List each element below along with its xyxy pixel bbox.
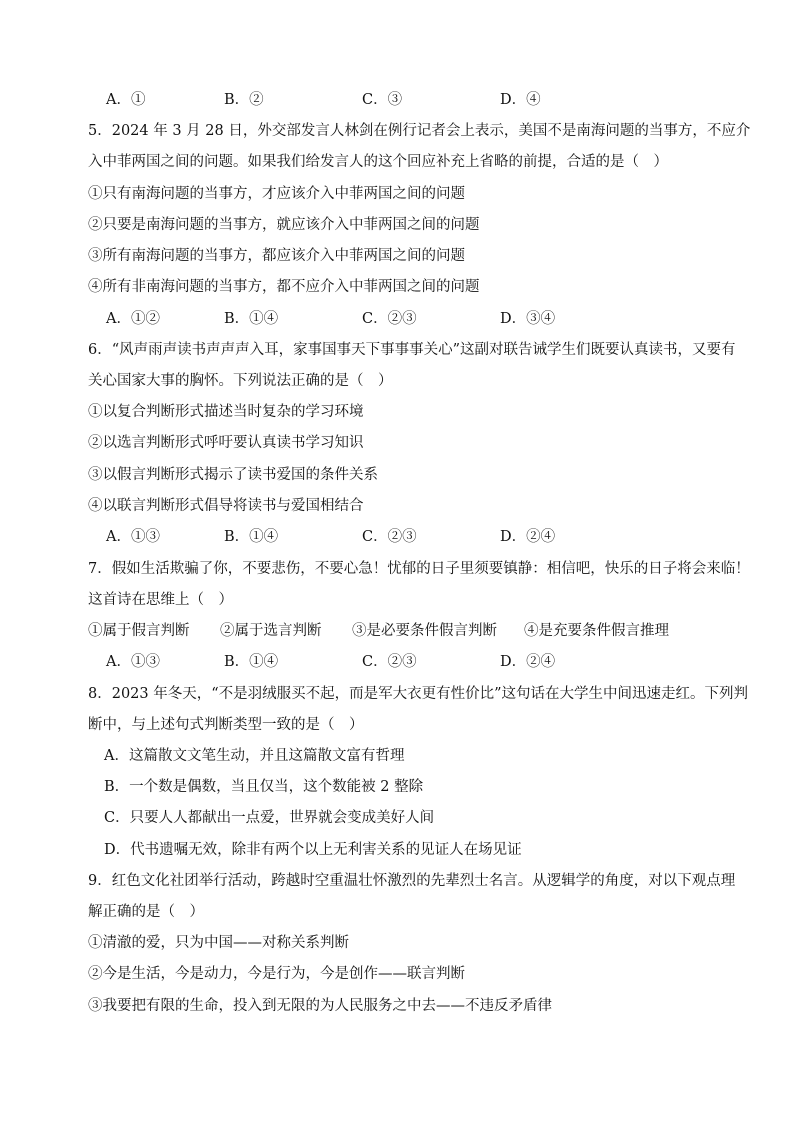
q7-stem-line2: 这首诗在思维上（ ） xyxy=(88,592,233,608)
q5-item-4: ④所有非南海问题的当事方，都不应介入中菲两国之间的问题 xyxy=(88,279,480,295)
q8-choice-c: C．只要人人都献出一点爱，世界就会变成美好人间 xyxy=(104,810,435,826)
q5-item-1: ①只有南海问题的当事方，才应该介入中菲两国之间的问题 xyxy=(88,186,465,202)
q7-options xyxy=(106,652,666,672)
q6-stem-line1: 6．“风声雨声读书声声声入耳，家事国事天下事事事关心”这副对联告诫学生们既要认真读书，又要有 xyxy=(88,342,736,358)
q8-choice-d: D．代书遗嘱无效，除非有两个以上无利害关系的见证人在场见证 xyxy=(104,842,522,858)
q7-item-4: ④是充要条件假言推理 xyxy=(524,623,669,639)
q7-item-3: ③是必要条件假言判断 xyxy=(352,623,497,639)
q7-item-2: ②属于选言判断 xyxy=(220,623,322,639)
q5-stem-line1: 5．2024 年 3 月 28 日，外交部发言人林剑在例行记者会上表示，美国不是南海问题的当事方，不应介 xyxy=(88,123,751,139)
q6-item-3: ③以假言判断形式揭示了读书爱国的条件关系 xyxy=(88,467,378,483)
q5-item-3: ③所有南海问题的当事方，都应该介入中菲两国之间的问题 xyxy=(88,248,465,264)
q9-item-1: ①清澈的爱，只为中国——对称关系判断 xyxy=(88,935,349,951)
q9-item-2: ②今是生活，今是动力，今是行为，今是创作——联言判断 xyxy=(88,966,465,982)
q6-option-a: A．①③ xyxy=(106,529,160,545)
q7-option-a: A．①③ xyxy=(106,654,160,670)
q6-item-4: ④以联言判断形式倡导将读书与爱国相结合 xyxy=(88,498,364,514)
q7-option-b: B．①④ xyxy=(224,654,279,670)
q9-stem-line2: 解正确的是（ ） xyxy=(88,904,204,920)
q6-option-d: D．②④ xyxy=(500,529,556,545)
q6-item-1: ①以复合判断形式描述当时复杂的学习环境 xyxy=(88,404,364,420)
q9-item-3: ③我要把有限的生命，投入到无限的为人民服务之中去——不违反矛盾律 xyxy=(88,998,552,1014)
q6-stem-line2: 关心国家大事的胸怀。下列说法正确的是（ ） xyxy=(88,373,393,389)
q6-option-c: C．②③ xyxy=(362,529,417,545)
q4-option-d: D．④ xyxy=(500,92,541,108)
q5-options xyxy=(106,309,666,329)
q7-option-d: D．②④ xyxy=(500,654,556,670)
q8-choice-b: B．一个数是偶数，当且仅当，这个数能被 2 整除 xyxy=(104,779,424,795)
q7-item-1: ①属于假言判断 xyxy=(88,623,190,639)
q6-item-2: ②以选言判断形式呼吁要认真读书学习知识 xyxy=(88,435,364,451)
q5-option-b: B．①④ xyxy=(224,311,279,327)
q4-options xyxy=(106,90,666,110)
q5-option-d: D．③④ xyxy=(500,311,556,327)
q8-stem-line1: 8．2023 年冬天，“不是羽绒服买不起，而是军大衣更有性价比”这句话在大学生中间迅速走红。下列判 xyxy=(88,686,749,702)
q5-option-a: A．①② xyxy=(106,311,160,327)
q4-option-b: B．② xyxy=(224,92,264,108)
q5-item-2: ②只要是南海问题的当事方，就应该介入中菲两国之间的问题 xyxy=(88,217,480,233)
q8-stem-line2: 断中，与上述句式判断类型一致的是（ ） xyxy=(88,717,364,733)
q5-option-c: C．②③ xyxy=(362,311,417,327)
q5-stem-line2: 入中菲两国之间的问题。如果我们给发言人的这个回应补充上省略的前提，合适的是（ ） xyxy=(88,154,668,170)
q9-stem-line1: 9．红色文化社团举行活动，跨越时空重温壮怀激烈的先辈烈士名言。从逻辑学的角度，对以下观点理 xyxy=(88,873,736,889)
q4-option-c: C．③ xyxy=(362,92,403,108)
q7-option-c: C．②③ xyxy=(362,654,417,670)
q7-items xyxy=(88,621,728,641)
q7-stem-line1: 7．假如生活欺骗了你，不要悲伤，不要心急！忧郁的日子里须要镇静：相信吧，快乐的日子将会来临！ xyxy=(88,561,750,577)
q4-option-a: A．① xyxy=(106,92,146,108)
q6-option-b: B．①④ xyxy=(224,529,279,545)
q8-choice-a: A．这篇散文文笔生动，并且这篇散文富有哲理 xyxy=(104,748,405,764)
q6-options xyxy=(106,527,666,547)
